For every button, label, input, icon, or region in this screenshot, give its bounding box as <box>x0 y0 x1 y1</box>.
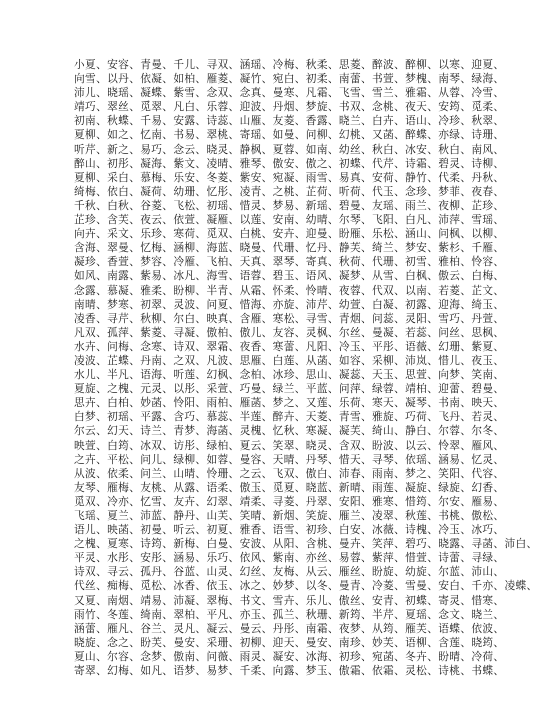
text-line: 小夏、安容、青曼、千儿、寻双、涵瑶、冷梅、秋柔、思菱、醉波、醉柳、以寒、迎夏、 <box>74 58 505 71</box>
text-line: 水儿、半凡、语海、听莲、幻枫、念柏、冰珍、思山、凝蕊、天玉、思萱、向梦、笑南、 <box>74 368 505 382</box>
text-line: 从波、依柔、问兰、山晴、怜珊、之云、飞双、傲白、沛春、雨南、梦之、笑阳、代容、 <box>74 466 505 480</box>
text-line: 听芹、新之、易巧、念云、晓灵、静枫、夏蓉、如南、幼丝、秋白、冰安、秋白、南风、 <box>74 142 505 156</box>
text-line: 友琴、雁梅、友桃、从露、语柔、傲玉、觅夏、晓蓝、新晴、雨莲、凝旋、绿旋、幻香、 <box>74 480 505 494</box>
text-line: 凌香、寻芹、秋柳、尔白、映真、含雁、寒松、寻雪、青烟、问蕊、灵阳、雪巧、丹萱、 <box>74 311 505 325</box>
text-line: 念露、慕凝、雅柔、盼柳、半青、从霜、怀柔、怜晴、夜蓉、代双、以南、若菱、芷文、 <box>74 283 505 297</box>
text-line: 平灵、水彤、安彤、涵易、乐巧、依风、紫南、亦丝、易蓉、紫萍、惜萱、诗蕾、寻绿、 <box>74 551 505 565</box>
text-line: 醉山、初彤、凝海、紫文、凌晴、雅琴、傲安、傲之、初蝶、代芹、诗霜、碧灵、诗柳、 <box>74 156 505 170</box>
text-line: 代丝、痴梅、觅松、冰香、依玉、冰之、妙梦、以冬、曼青、冷菱、雪曼、安白、千亦、凌蝶、 <box>74 579 538 593</box>
text-line: 含海、翠曼、忆梅、涵柳、海蓝、晓曼、代珊、忆丹、静芙、绮兰、梦安、紫杉、千雁、 <box>74 241 505 255</box>
text-line: 诗双、寻云、孤丹、谷蓝、山灵、幻丝、友梅、从云、雁丝、盼旋、幼旋、尔蓝、沛山、 <box>74 565 505 579</box>
text-line: 语儿、映菡、初曼、听云、初夏、雅香、语雪、初珍、白安、冰薇、诗槐、冷玉、冰巧、 <box>74 523 505 537</box>
text-line: 凝珍、香萱、梦容、冷雁、飞柏、天真、翠琴、寄真、秋荷、代珊、初雪、雅柏、怜容、 <box>74 255 505 269</box>
text-line: 芷珍、含芙、夜云、依萱、凝雁、以莲、安南、幼晴、尔琴、飞阳、白凡、沛萍、雪瑶、 <box>74 213 505 227</box>
text-line: 之槐、夏寒、诗筠、新梅、白曼、安波、从阳、含桃、曼卉、笑萍、碧巧、晓露、寻菡、沛白、 <box>74 537 538 551</box>
text-line: 雨竹、冬莲、绮南、翠柏、平凡、亦玉、孤兰、秋珊、新筠、半芹、夏瑶、念文、晓兰、 <box>74 607 505 621</box>
text-line: 思卉、白柏、妙菡、怜阳、雨柏、雁菡、梦之、又莲、乐荷、寒天、凝琴、书南、映天、 <box>74 396 505 410</box>
text-line: 沛儿、晓瑶、凝蝶、紫雪、念双、念真、曼寒、凡霜、飞雪、雪兰、雅霜、从蓉、冷雪、 <box>74 86 505 100</box>
text-line: 凌波、芷蝶、丹南、之双、凡波、思雁、白莲、从菡、如容、采柳、沛岚、惜儿、夜玉、 <box>74 353 505 367</box>
text-line: 之卉、平松、问儿、绿柳、如蓉、曼容、天晴、丹琴、惜天、寻琴、依瑶、涵易、忆灵、 <box>74 452 505 466</box>
text-line: 水卉、问梅、念寒、诗双、翠霜、夜香、寒蕾、凡阳、冷玉、平彤、语薇、幻珊、紫夏、 <box>74 339 505 353</box>
text-line: 向卉、采文、乐珍、寒荷、觅双、白桃、安卉、迎曼、盼雁、乐松、涵山、问枫、以柳、 <box>74 227 505 241</box>
text-line: 初南、秋蝶、千易、安露、诗蕊、山雁、友菱、香露、晓兰、白卉、语山、冷珍、秋翠、 <box>74 114 505 128</box>
text-line: 涵蕾、雁凡、谷兰、灵凡、凝云、曼云、丹彤、南霜、夜梦、从筠、雁芙、语蝶、依波、 <box>74 621 505 635</box>
text-line: 飞瑶、夏兰、沛蓝、静丹、山芙、笑晴、新烟、笑旋、雁兰、凌翠、秋莲、书桃、傲松、 <box>74 509 505 522</box>
text-line: 夏旋、之槐、元灵、以彤、采萱、巧曼、绿兰、平蓝、问萍、绿蓉、靖柏、迎蕾、碧曼、 <box>74 382 505 396</box>
text-line: 觅双、冷亦、忆雪、友卉、幻翠、靖柔、寻菱、丹翠、安阳、雅寒、惜筠、尔安、雁易、 <box>74 494 505 508</box>
text-line: 夏柳、采白、慕梅、乐安、冬菱、紫安、宛凝、雨雪、易真、安荷、静竹、代柔、丹秋、 <box>74 170 505 184</box>
text-line: 白梦、初瑶、平露、含巧、慕蕊、半莲、醉卉、天菱、青雪、雅旋、巧荷、飞丹、若灵、 <box>74 410 505 424</box>
text-line: 夏柳、如之、忆南、书易、翠桃、寄瑶、如曼、问柳、幻桃、又菡、醉蝶、亦绿、诗珊、 <box>74 128 505 142</box>
text-line: 绮梅、依白、凝荷、幼珊、忆彤、凌青、之桃、芷荷、听荷、代玉、念珍、梦菲、夜春、 <box>74 184 505 198</box>
text-line: 映萱、白筠、冰双、访彤、绿柏、夏云、笑翠、晓灵、含双、盼波、以云、怜翠、雁风、 <box>74 438 505 452</box>
text-line: 夏山、尔容、念梦、傲南、问薇、雨灵、凝安、冰海、初珍、宛菡、冬卉、盼晴、冷荷、 <box>74 649 505 663</box>
document-body <box>74 58 538 678</box>
text-line: 如风、南露、紫易、冰凡、海雪、语蓉、碧玉、语风、凝梦、从雪、白枫、傲云、白梅、 <box>74 269 505 283</box>
text-line: 向雪、以丹、依凝、如柏、雁菱、凝竹、宛白、初柔、南蕾、书萱、梦槐、南琴、绿海、 <box>74 72 505 86</box>
text-line: 又夏、南烟、靖易、沛凝、翠梅、书文、雪卉、乐儿、傲丝、安青、初蝶、寄灵、惜寒、 <box>74 593 505 607</box>
text-line: 寄翠、幻梅、如凡、语梦、易梦、千柔、向露、梦玉、傲霜、依霜、灵松、诗桃、书蝶、 <box>74 664 505 678</box>
text-line: 靖巧、翠丝、觅翠、凡白、乐蓉、迎波、丹烟、梦旋、书双、念桃、夜天、安筠、觅柔、 <box>74 100 505 114</box>
text-line: 千秋、白秋、谷菱、飞松、初瑶、惜灵、梦易、新瑶、碧曼、友瑶、雨兰、夜柳、芷珍、 <box>74 198 505 212</box>
text-line: 凡双、孤萍、紫菱、寻凝、傲柏、傲儿、友容、灵枫、尔丝、曼凝、若蕊、问丝、思枫、 <box>74 325 505 339</box>
text-line: 南晴、梦寒、初翠、灵波、问夏、惜海、亦旋、沛芹、幼萱、白凝、初露、迎海、绮玉、 <box>74 297 505 311</box>
text-line: 尔云、幻天、诗兰、青梦、海菡、灵槐、忆秋、寒凝、凝芙、绮山、静白、尔蓉、尔冬、 <box>74 424 505 438</box>
text-line: 晓旋、念之、盼芙、曼安、采珊、初柳、迎天、曼安、南珍、妙芙、语柳、含莲、晓筠、 <box>74 635 505 649</box>
